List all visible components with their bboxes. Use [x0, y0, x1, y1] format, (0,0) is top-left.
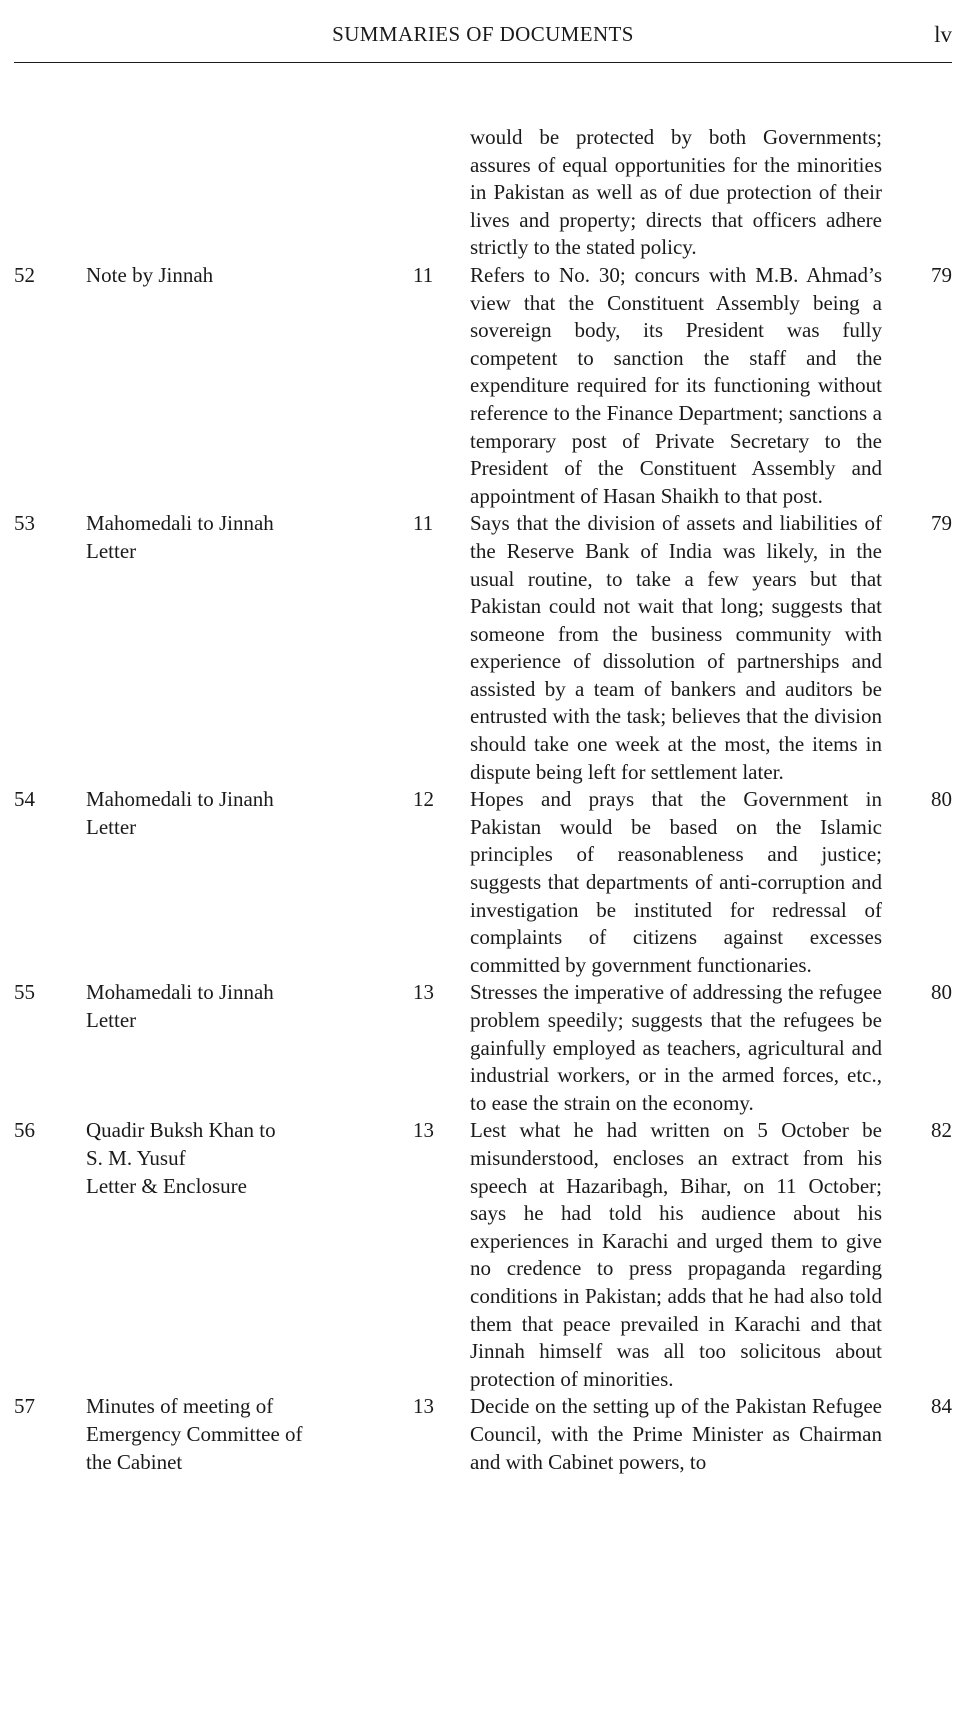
- entry-title-line: Mahomedali to Jinnah: [86, 511, 274, 536]
- entry-title-line: Mohamedali to Jinnah: [86, 980, 274, 1005]
- entry-57: [14, 1393, 952, 1476]
- page-number: lv: [934, 22, 952, 47]
- entry-page: 80: [931, 980, 952, 1005]
- entry-summary: Says that the division of assets and liabilities of the Reserve Bank of India was likely, in the usual routine, to take a few years but that Pakistan could not wait that long; suggests that someone from the business community with experience of dissolution of partnerships and assisted by a team of bankers and auditors be entrusted with the task; believes that the division should take one week at the most, the items in dispute being left for settlement later.: [470, 511, 882, 784]
- entry-title-line: S. M. Yusuf: [86, 1145, 186, 1170]
- entry-page: 84: [931, 1394, 952, 1419]
- entry-number: 53: [14, 511, 35, 536]
- entry-number: 57: [14, 1394, 35, 1419]
- entry-title-line: Minutes of meeting of: [86, 1394, 274, 1419]
- entry-title: [86, 1393, 396, 1476]
- entry-summary: Refers to No. 30; concurs with M.B. Ahmad’s view that the Constituent Assembly being a sovereign body, its President was fully competent to sanction the staff and the expenditure required for its functioning without reference to the Finance Department; sanctions a temporary post of Private Secretary to the President of the Constituent Assembly and appointment of Hasan Shaikh to that post.: [470, 262, 882, 508]
- entry-date: 11: [413, 511, 434, 536]
- entry-summary: Stresses the imperative of addressing the refugee problem speedily; suggests that the refugees be gainfully employed as teachers, agricultural and industrial workers, or in the armed forces, etc., to ease the strain on the economy.: [470, 980, 882, 1115]
- entry-page: 80: [931, 787, 952, 812]
- entry-continuation: [14, 124, 952, 262]
- entry-date: 12: [413, 787, 434, 812]
- entry-number: 52: [14, 262, 35, 287]
- entry-summary: would be protected by both Governments; assures of equal opportunities for the minorities in Pakistan as well as of due protection of their lives and property; directs that officers adhere strictly to the stated policy.: [470, 125, 882, 260]
- entry-title: [86, 786, 396, 841]
- entry-56: [14, 1117, 952, 1393]
- entry-summary: Decide on the setting up of the Pakistan Refugee Council, with the Prime Minister as Chairman and with Cabinet powers, to: [470, 1394, 882, 1474]
- entry-summary: Hopes and prays that the Government in Pakistan would be based on the Islamic principles of reasonableness and justice; suggests that departments of anti-corruption and investigation be instituted for redressal of complaints of citizens against excesses committed by government functionaries.: [470, 787, 882, 977]
- running-title: SUMMARIES OF DOCUMENTS: [332, 22, 634, 46]
- entry-title-line: Mahomedali to Jinanh: [86, 787, 274, 812]
- entry-date: 13: [413, 1394, 434, 1419]
- entry-title-line: Letter: [86, 538, 137, 563]
- entry-55: [14, 979, 952, 1117]
- entry-title-line: Letter & Enclosure: [86, 1173, 247, 1198]
- entry-title-line: Note by Jinnah: [86, 262, 214, 287]
- entry-title: [86, 979, 396, 1034]
- entry-page: 79: [931, 262, 952, 287]
- entry-title-line: Quadir Buksh Khan to: [86, 1118, 276, 1143]
- entry-54: [14, 786, 952, 979]
- entry-title: [86, 1117, 396, 1200]
- running-header: [14, 22, 952, 63]
- entry-date: 13: [413, 980, 434, 1005]
- summaries-table: [14, 124, 952, 1476]
- entry-number: 55: [14, 980, 35, 1005]
- entry-page: 79: [931, 511, 952, 536]
- entry-date: 13: [413, 1118, 434, 1143]
- entry-title-line: Letter: [86, 1008, 137, 1032]
- entry-title-line: Letter: [86, 814, 137, 839]
- entry-number: 54: [14, 787, 35, 812]
- entry-number: 56: [14, 1118, 35, 1143]
- entry-52: [14, 262, 952, 510]
- entry-title: [86, 262, 396, 290]
- entry-page: 82: [931, 1118, 952, 1143]
- entry-title-line: Emergency Committee of: [86, 1421, 303, 1446]
- entry-title: [86, 510, 396, 565]
- entry-53: [14, 510, 952, 786]
- entry-date: 11: [413, 262, 434, 287]
- entry-summary: Lest what he had written on 5 October be misunderstood, encloses an extract from his speech at Hazaribagh, Bihar, on 11 October; says he had told his audience about his experiences in Karachi and urged them to give no credence to press propaganda regarding conditions in Pakistan; adds that he had also told them that peace prevailed in Karachi and that Jinnah himself was all too solicitous about protection of minorities.: [470, 1118, 882, 1391]
- entry-title-line: the Cabinet: [86, 1449, 183, 1474]
